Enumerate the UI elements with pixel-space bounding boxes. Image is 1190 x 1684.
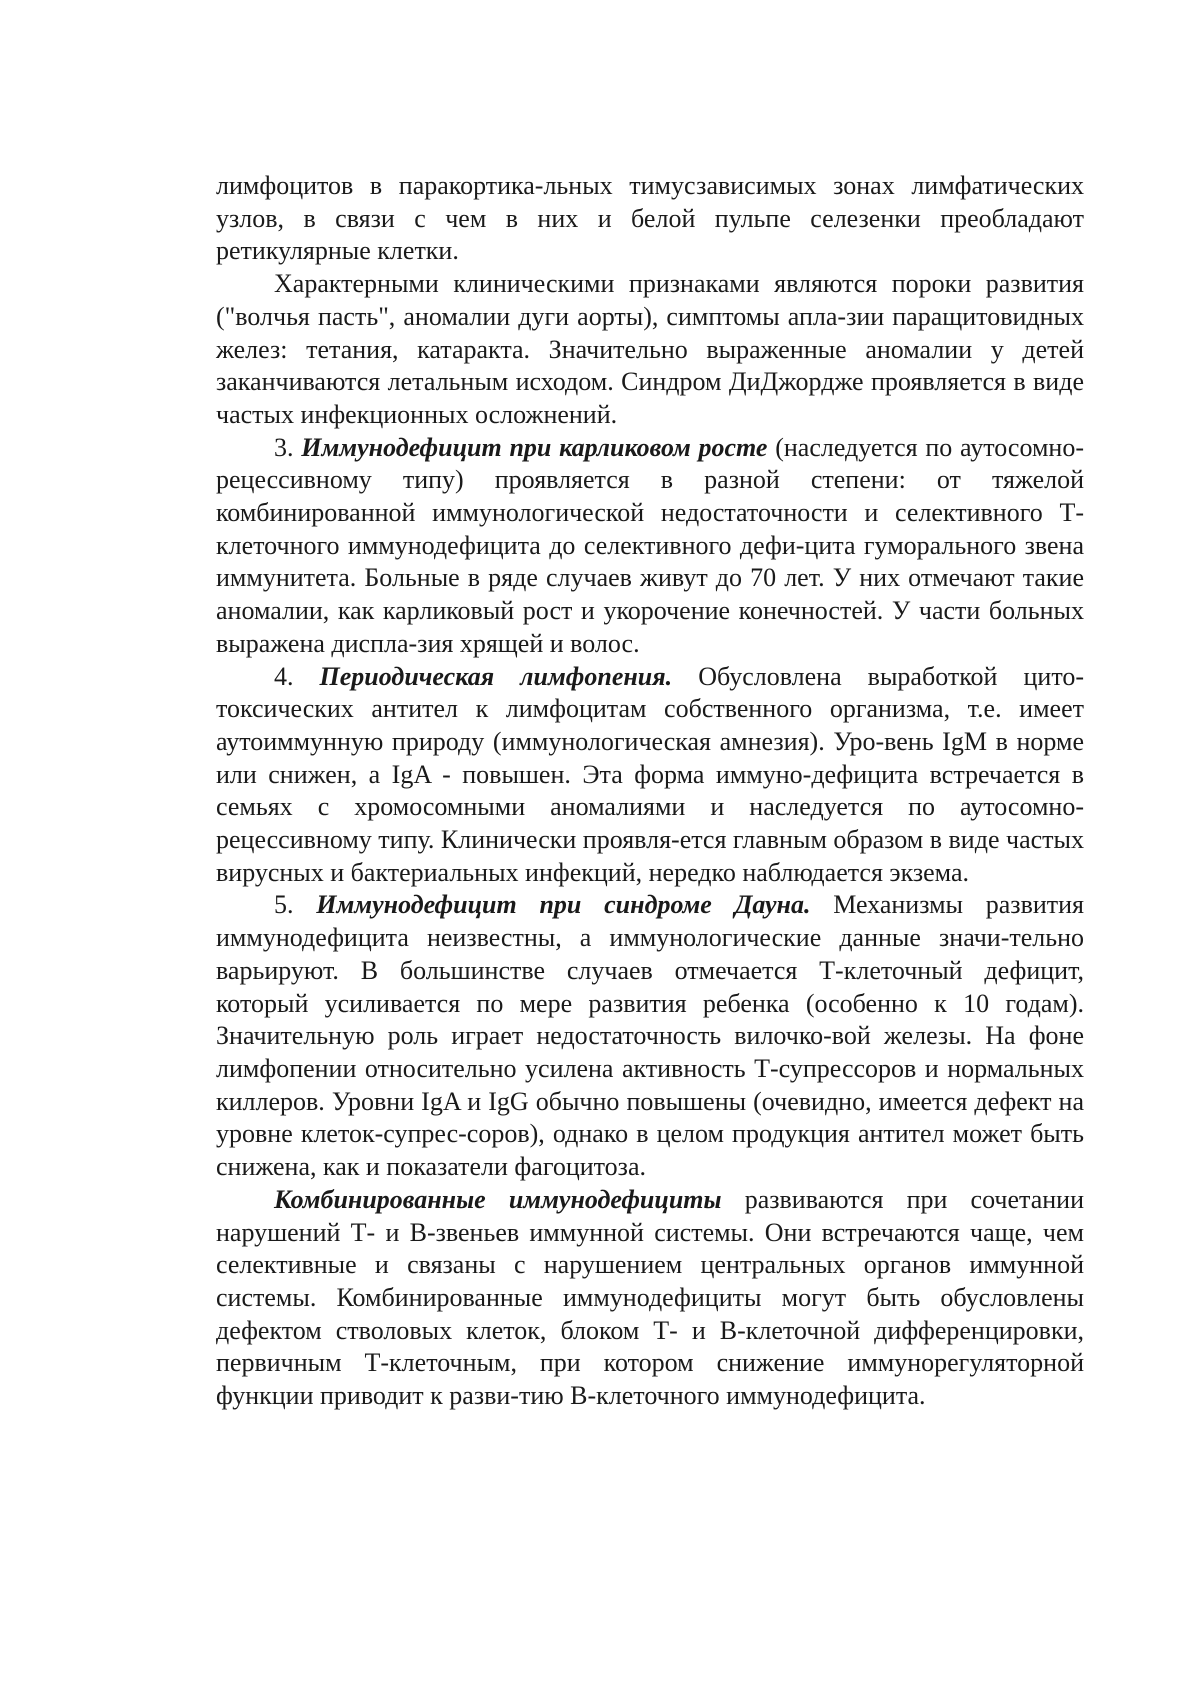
paragraph-text: Характерными клиническими признаками являются пороки развития ("волчья пасть", аномалии дуги аорты), симптомы апла-зии паращитовидных желез: тетания, катаракта. Значительно выраженные аномалии у детей заканчиваются летальным исходом. Синдром ДиДжордже проявляется в виде частых инфекционных осложнений. <box>216 269 1084 429</box>
paragraph-text: Обусловлена выработкой цито-токсических антител к лимфоцитам собственного организма, т.е. имеет аутоиммунную природу (иммунологическая амнезия). Уро-вень IgM в норме или снижен, а IgA - повышен. Эта форма иммуно-дефицита встречается в семьях с хромосомными аномалиями и наследуется по аутосомно-рецессивному типу. Клинически проявля-ется главным образом в виде частых вирусных и бактериальных инфекций, нередко наблюдается экзема. <box>216 661 1084 887</box>
paragraph-combined-immunodeficiencies <box>216 1184 1084 1413</box>
paragraph-clinical-signs <box>216 268 1084 432</box>
paragraph-term: Иммунодефицит при карликовом росте <box>301 432 768 462</box>
paragraph-text: лимфоцитов в паракортика-льных тимусзависимых зонах лимфатических узлов, в связи с чем в них и белой пульпе селезенки преобладают ретикулярные клетки. <box>216 171 1084 266</box>
paragraph-number: 4. <box>274 661 320 691</box>
paragraph-term: Комбинированные иммунодефициты <box>274 1184 722 1214</box>
paragraph-term: Иммунодефицит при синдроме Дауна. <box>316 890 811 920</box>
paragraph-dwarfism-immunodeficiency <box>216 432 1084 661</box>
paragraph-number: 5. <box>274 890 317 920</box>
paragraph-number: 3. <box>274 432 302 462</box>
paragraph-periodic-lymphopenia <box>216 661 1084 890</box>
paragraph-text: развиваются при сочетании нарушений Т- и В-звеньев иммунной системы. Они встречаются чаще, чем селективные и связаны с нарушением центральных органов иммунной системы. Комбинированные иммунодефициты могут быть обусловлены дефектом стволовых клеток, блоком Т- и В-клеточной дифференцировки, первичным Т-клеточным, при котором снижение иммунорегуляторной функции приводит к разви-тию В-клеточного иммунодефицита. <box>216 1184 1084 1411</box>
paragraph-continuation <box>216 170 1084 268</box>
document-page <box>216 170 1084 1413</box>
paragraph-down-syndrome-immunodeficiency <box>216 889 1084 1183</box>
paragraph-text: (наследуется по аутосомно-рецессивному типу) проявляется в разной степени: от тяжелой комбинированной иммунологической недостаточности и селективного Т-клеточного иммунодефицита до селективного дефи-цита гуморального звена иммунитета. Больные в ряде случаев живут до 70 лет. У них отмечают такие аномалии, как карликовый рост и укорочение конечностей. У части больных выражена диспла-зия хрящей и волос. <box>216 432 1084 658</box>
paragraph-term: Периодическая лимфопения. <box>319 661 673 691</box>
paragraph-text: Механизмы развития иммунодефицита неизвестны, а иммунологические данные значи-тельно варьируют. В большинстве случаев отмечается Т-клеточный дефицит, который усиливается по мере развития ребенка (особенно к 10 годам). Значительную роль играет недостаточность вилочко-вой железы. На фоне лимфопении относительно усилена активность Т-супрессоров и нормальных киллеров. Уровни IgA и IgG обычно повышены (очевидно, имеется дефект на уровне клеток-супрес-соров), однако в целом продукция антител может быть снижена, как и показатели фагоцитоза. <box>216 890 1085 1182</box>
